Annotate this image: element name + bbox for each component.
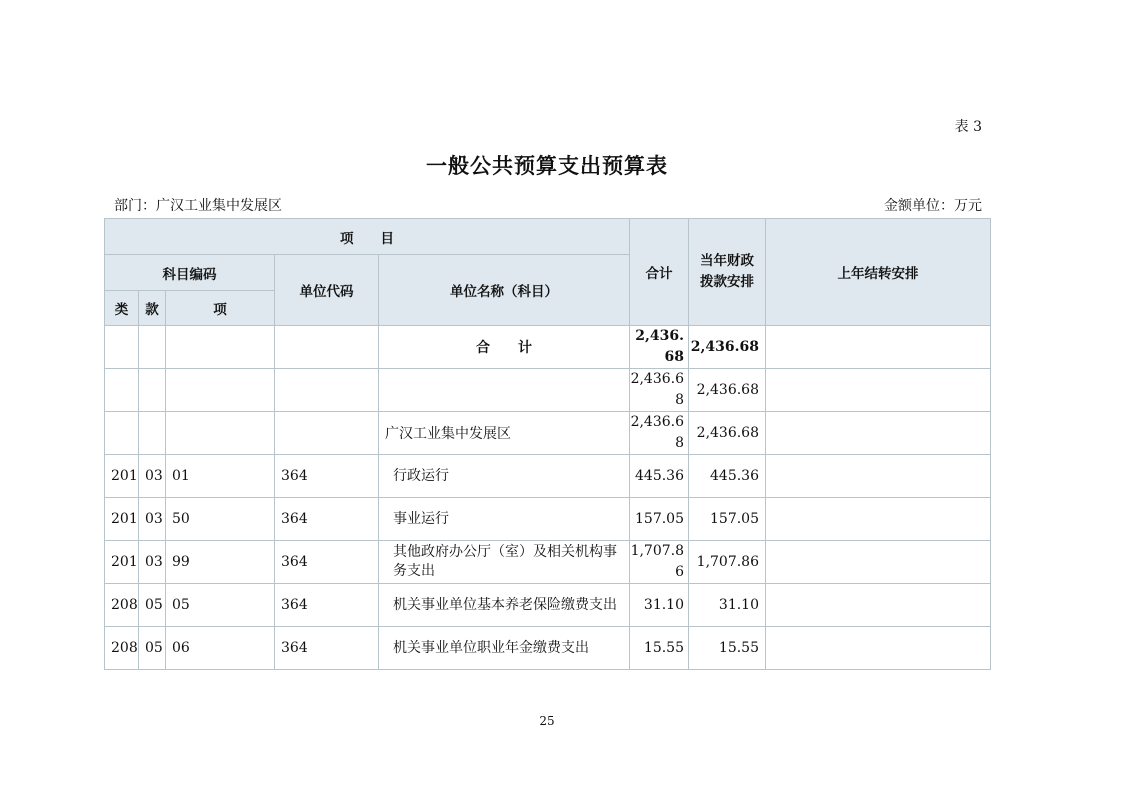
cell-kuan: 05 (139, 627, 166, 670)
cell-kuan: 05 (139, 584, 166, 627)
cell-current: 1,707.86 (689, 541, 766, 584)
cell-total: 1,707.86 (630, 541, 689, 584)
cell-unit-code: 364 (275, 498, 379, 541)
table-row (105, 455, 991, 498)
cell-lei (105, 412, 139, 455)
header-kuan: 款 (139, 291, 166, 326)
cell-xiang (166, 412, 275, 455)
cell-current: 2,436.68 (689, 412, 766, 455)
header-subject-code: 科目编码 (105, 255, 275, 291)
budget-table (104, 218, 991, 670)
cell-carryover (766, 627, 991, 670)
cell-kuan (139, 369, 166, 412)
cell-lei: 208 (105, 584, 139, 627)
amount-unit-label: 金额单位：万元 (884, 198, 982, 214)
cell-name (379, 369, 630, 412)
table-row (105, 498, 991, 541)
cell-xiang: 50 (166, 498, 275, 541)
cell-current: 2,436.68 (689, 369, 766, 412)
cell-unit-code: 364 (275, 627, 379, 670)
cell-lei: 201 (105, 541, 139, 584)
header-project: 项 目 (105, 219, 630, 255)
cell-xiang: 05 (166, 584, 275, 627)
cell-total: 15.55 (630, 627, 689, 670)
table-number: 表 3 (954, 119, 982, 135)
header-xiang: 项 (166, 291, 275, 326)
cell-xiang: 06 (166, 627, 275, 670)
cell-total: 2,436.68 (630, 412, 689, 455)
cell-carryover (766, 326, 991, 369)
department-label: 部门：广汉工业集中发展区 (114, 198, 282, 214)
cell-carryover (766, 498, 991, 541)
cell-unit-code (275, 369, 379, 412)
cell-unit-code: 364 (275, 584, 379, 627)
cell-total: 2,436.68 (630, 326, 689, 369)
cell-xiang: 99 (166, 541, 275, 584)
cell-name: 其他政府办公厅（室）及相关机构事务支出 (379, 541, 630, 584)
header-lei: 类 (105, 291, 139, 326)
cell-name: 机关事业单位职业年金缴费支出 (379, 627, 630, 670)
cell-unit-code: 364 (275, 455, 379, 498)
cell-xiang: 01 (166, 455, 275, 498)
table-row-total (105, 326, 991, 369)
table-row (105, 369, 991, 412)
cell-name: 事业运行 (379, 498, 630, 541)
cell-total: 445.36 (630, 455, 689, 498)
cell-name: 行政运行 (379, 455, 630, 498)
header-unit-name: 单位名称（科目） (379, 255, 630, 326)
cell-name: 合 计 (379, 326, 630, 369)
page-number: 25 (539, 714, 555, 728)
cell-current: 445.36 (689, 455, 766, 498)
cell-current: 15.55 (689, 627, 766, 670)
cell-current: 157.05 (689, 498, 766, 541)
cell-lei (105, 326, 139, 369)
cell-unit-code (275, 412, 379, 455)
table-row (105, 584, 991, 627)
table-row (105, 412, 991, 455)
cell-kuan: 03 (139, 498, 166, 541)
page-title: 一般公共预算支出预算表 (426, 154, 668, 178)
cell-name: 机关事业单位基本养老保险缴费支出 (379, 584, 630, 627)
cell-lei: 208 (105, 627, 139, 670)
header-total: 合计 (630, 219, 689, 326)
cell-kuan (139, 326, 166, 369)
cell-current: 2,436.68 (689, 326, 766, 369)
cell-unit-code: 364 (275, 541, 379, 584)
cell-carryover (766, 455, 991, 498)
table-row (105, 627, 991, 670)
cell-xiang (166, 326, 275, 369)
cell-lei (105, 369, 139, 412)
cell-current: 31.10 (689, 584, 766, 627)
cell-name: 广汉工业集中发展区 (379, 412, 630, 455)
cell-kuan (139, 412, 166, 455)
cell-lei: 201 (105, 455, 139, 498)
cell-total: 31.10 (630, 584, 689, 627)
cell-kuan: 03 (139, 541, 166, 584)
header-unit-code: 单位代码 (275, 255, 379, 326)
cell-unit-code (275, 326, 379, 369)
cell-total: 2,436.68 (630, 369, 689, 412)
header-carryover: 上年结转安排 (766, 219, 991, 326)
cell-carryover (766, 541, 991, 584)
cell-lei: 201 (105, 498, 139, 541)
cell-kuan: 03 (139, 455, 166, 498)
header-current-fiscal: 当年财政拨款安排 (689, 219, 766, 326)
cell-total: 157.05 (630, 498, 689, 541)
cell-carryover (766, 369, 991, 412)
cell-carryover (766, 584, 991, 627)
cell-xiang (166, 369, 275, 412)
cell-carryover (766, 412, 991, 455)
table-row (105, 541, 991, 584)
